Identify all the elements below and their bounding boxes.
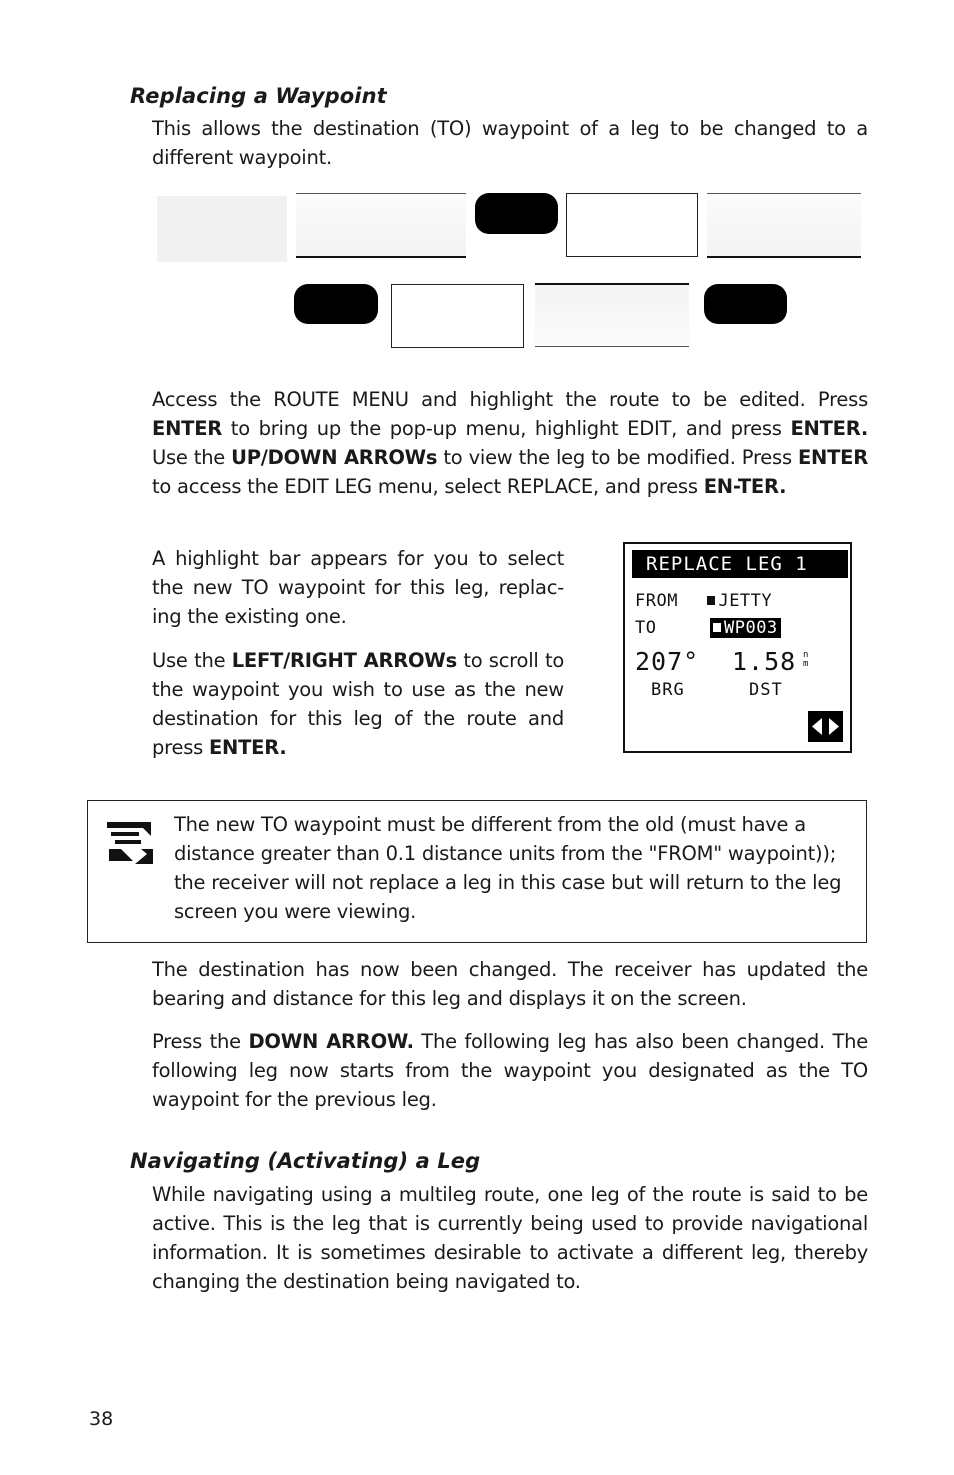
page-number: 38	[89, 1408, 114, 1430]
distance-label: DST	[749, 680, 783, 700]
screen-title: REPLACE LEG 1	[632, 550, 848, 578]
text-run: ENTER	[797, 446, 868, 469]
diagram-screen-1	[157, 196, 287, 262]
text-run: UP/DOWN ARROWs	[231, 446, 438, 469]
to-marker	[713, 623, 721, 632]
text-run: EN-TER.	[703, 475, 787, 498]
down-arrow-paragraph	[152, 1027, 868, 1114]
bearing-value: 207°	[635, 647, 700, 676]
to-row	[635, 618, 781, 638]
text-run: to scroll to the waypoint you wish to use as the new destination for this leg of the route and press	[152, 649, 565, 759]
text-run: The following leg has also been changed. The following leg now starts from the waypoint you designated as the TO waypoint for the previous leg.	[152, 1030, 868, 1111]
navigating-paragraph: While navigating using a multileg route, one leg of the route is said to be active. This is the leg that is currently being used to provide navigational information. It is sometimes desirable to activate a different leg, thereby changing the destination being navigated to.	[152, 1183, 868, 1293]
section-heading-replacing-waypoint: Replacing a Waypoint	[130, 84, 387, 108]
from-label: FROM	[635, 591, 678, 611]
text-run: to bring up the pop-up menu, highlight EDIT, and press	[222, 417, 791, 440]
from-value: JETTY	[718, 591, 773, 611]
diagram-key-3	[704, 284, 787, 324]
text-run: ENTER.	[208, 736, 287, 759]
distance-unit	[803, 651, 808, 669]
text-run: Use the	[152, 446, 232, 469]
text-run: LEFT/RIGHT ARROWs	[231, 649, 457, 672]
to-value-highlight	[710, 618, 781, 638]
replace-leg-screen	[623, 542, 852, 753]
note-icon	[105, 816, 155, 868]
from-row	[635, 591, 772, 611]
diagram-screen-3	[566, 193, 698, 257]
text-run: to access the EDIT LEG menu, select REPLACE, and press	[152, 475, 704, 498]
text-run: to view the leg to be modified. Press	[437, 446, 798, 469]
intro-paragraph: This allows the destination (TO) waypoint of a leg to be changed to a different waypoint.	[152, 117, 868, 169]
text-run: ENTER	[152, 417, 223, 440]
left-right-arrows-icon	[808, 711, 843, 742]
text-run: ENTER.	[790, 417, 868, 440]
to-label: TO	[635, 618, 657, 638]
destination-paragraph: The destination has now been changed. The receiver has updated the bearing and distance for this leg and displays it on the screen.	[152, 958, 868, 1010]
note-box	[87, 800, 867, 943]
text-run: DOWN ARROW.	[248, 1030, 414, 1053]
diagram-key-1	[475, 193, 558, 234]
text-run: Access the ROUTE MENU and highlight the route to be edited. Press	[152, 388, 868, 411]
diagram-screen-6	[535, 283, 689, 347]
text-run: Press the	[152, 1030, 249, 1053]
note-text: The new TO waypoint must be different from the old (must have a distance greater than 0.1 distance units from the "FROM" waypoint)); the receiver will not replace a leg in this case but will return to the leg screen you were viewing.	[174, 813, 842, 923]
bearing-label: BRG	[651, 680, 685, 700]
diagram-screen-5	[391, 284, 524, 348]
distance-unit-top: n	[803, 650, 809, 660]
scroll-paragraph	[152, 646, 564, 762]
from-marker	[707, 596, 715, 605]
distance-value: 1.58	[732, 647, 797, 676]
diagram-screen-4	[707, 193, 861, 258]
highlight-paragraph: A highlight bar appears for you to select the new TO waypoint for this leg, replac-ing the existing one.	[152, 547, 564, 628]
diagram-screen-2	[296, 193, 466, 258]
distance-unit-bottom: m	[803, 659, 809, 669]
to-value: WP003	[723, 618, 778, 638]
section-heading-navigating-leg: Navigating (Activating) a Leg	[130, 1149, 481, 1173]
diagram-key-2	[294, 284, 378, 324]
text-run: Use the	[152, 649, 232, 672]
access-paragraph	[152, 385, 868, 501]
